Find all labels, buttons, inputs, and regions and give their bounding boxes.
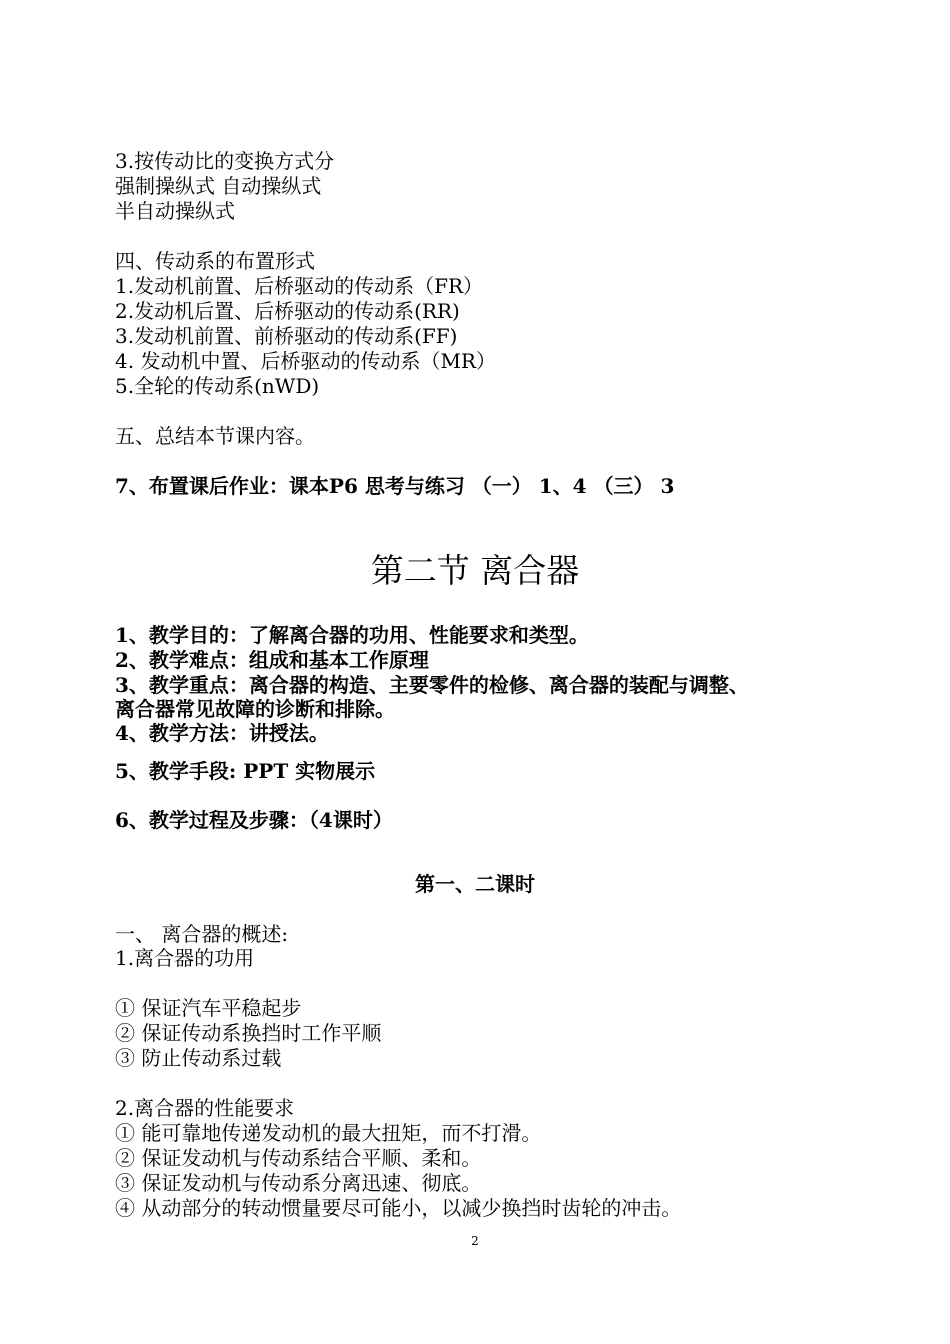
homework-line: 7、布置课后作业：课本P6 思考与练习 （一） 1、4 （三） 3	[115, 474, 675, 498]
requirement-item: ④ 从动部分的转动惯量要尽可能小，以减少换挡时齿轮的冲击。	[115, 1196, 682, 1220]
function-item: ② 保证传动系换挡时工作平顺	[115, 1021, 382, 1045]
summary-line: 五、总结本节课内容。	[115, 424, 315, 448]
requirements-heading: 2.离合器的性能要求	[115, 1096, 295, 1120]
page-number: 2	[471, 1234, 479, 1248]
objective-purpose: 1、教学目的：了解离合器的功用、性能要求和类型。	[115, 623, 589, 647]
objective-difficulty: 2、教学难点：组成和基本工作原理	[115, 648, 429, 672]
function-item: ① 保证汽车平稳起步	[115, 996, 302, 1020]
objective-means: 5、教学手段: PPT 实物展示	[115, 759, 376, 783]
list-item: 1.发动机前置、后桥驱动的传动系（FR）	[115, 274, 484, 298]
objective-method: 4、教学方法：讲授法。	[115, 721, 329, 745]
objective-process: 6、教学过程及步骤：（4课时）	[115, 808, 393, 832]
lesson-heading: 第一、二课时	[415, 872, 535, 896]
requirement-item: ③ 保证发动机与传动系分离迅速、彻底。	[115, 1171, 482, 1195]
function-heading: 1.离合器的功用	[115, 946, 255, 970]
function-item: ③ 防止传动系过载	[115, 1046, 282, 1070]
requirement-item: ① 能可靠地传递发动机的最大扭矩，而不打滑。	[115, 1121, 542, 1145]
objective-key-points: 3、教学重点：离合器的构造、主要零件的检修、离合器的装配与调整、	[115, 673, 749, 697]
text-line: 强制操纵式 自动操纵式	[115, 174, 322, 198]
list-item: 2.发动机后置、后桥驱动的传动系(RR)	[115, 299, 460, 323]
text-line: 3.按传动比的变换方式分	[115, 149, 335, 173]
requirement-item: ② 保证发动机与传动系结合平顺、柔和。	[115, 1146, 482, 1170]
section-heading: 四、传动系的布置形式	[115, 249, 315, 273]
text-line: 半自动操纵式	[115, 199, 235, 223]
objective-key-points-continued: 离合器常见故障的诊断和排除。	[115, 697, 395, 721]
overview-heading: 一、 离合器的概述:	[115, 922, 289, 946]
list-item: 3.发动机前置、前桥驱动的传动系(FF)	[115, 324, 458, 348]
section-title: 第二节 离合器	[370, 551, 580, 590]
list-item: 5.全轮的传动系(nWD)	[115, 374, 320, 398]
list-item: 4. 发动机中置、后桥驱动的传动系（MR）	[115, 349, 496, 373]
